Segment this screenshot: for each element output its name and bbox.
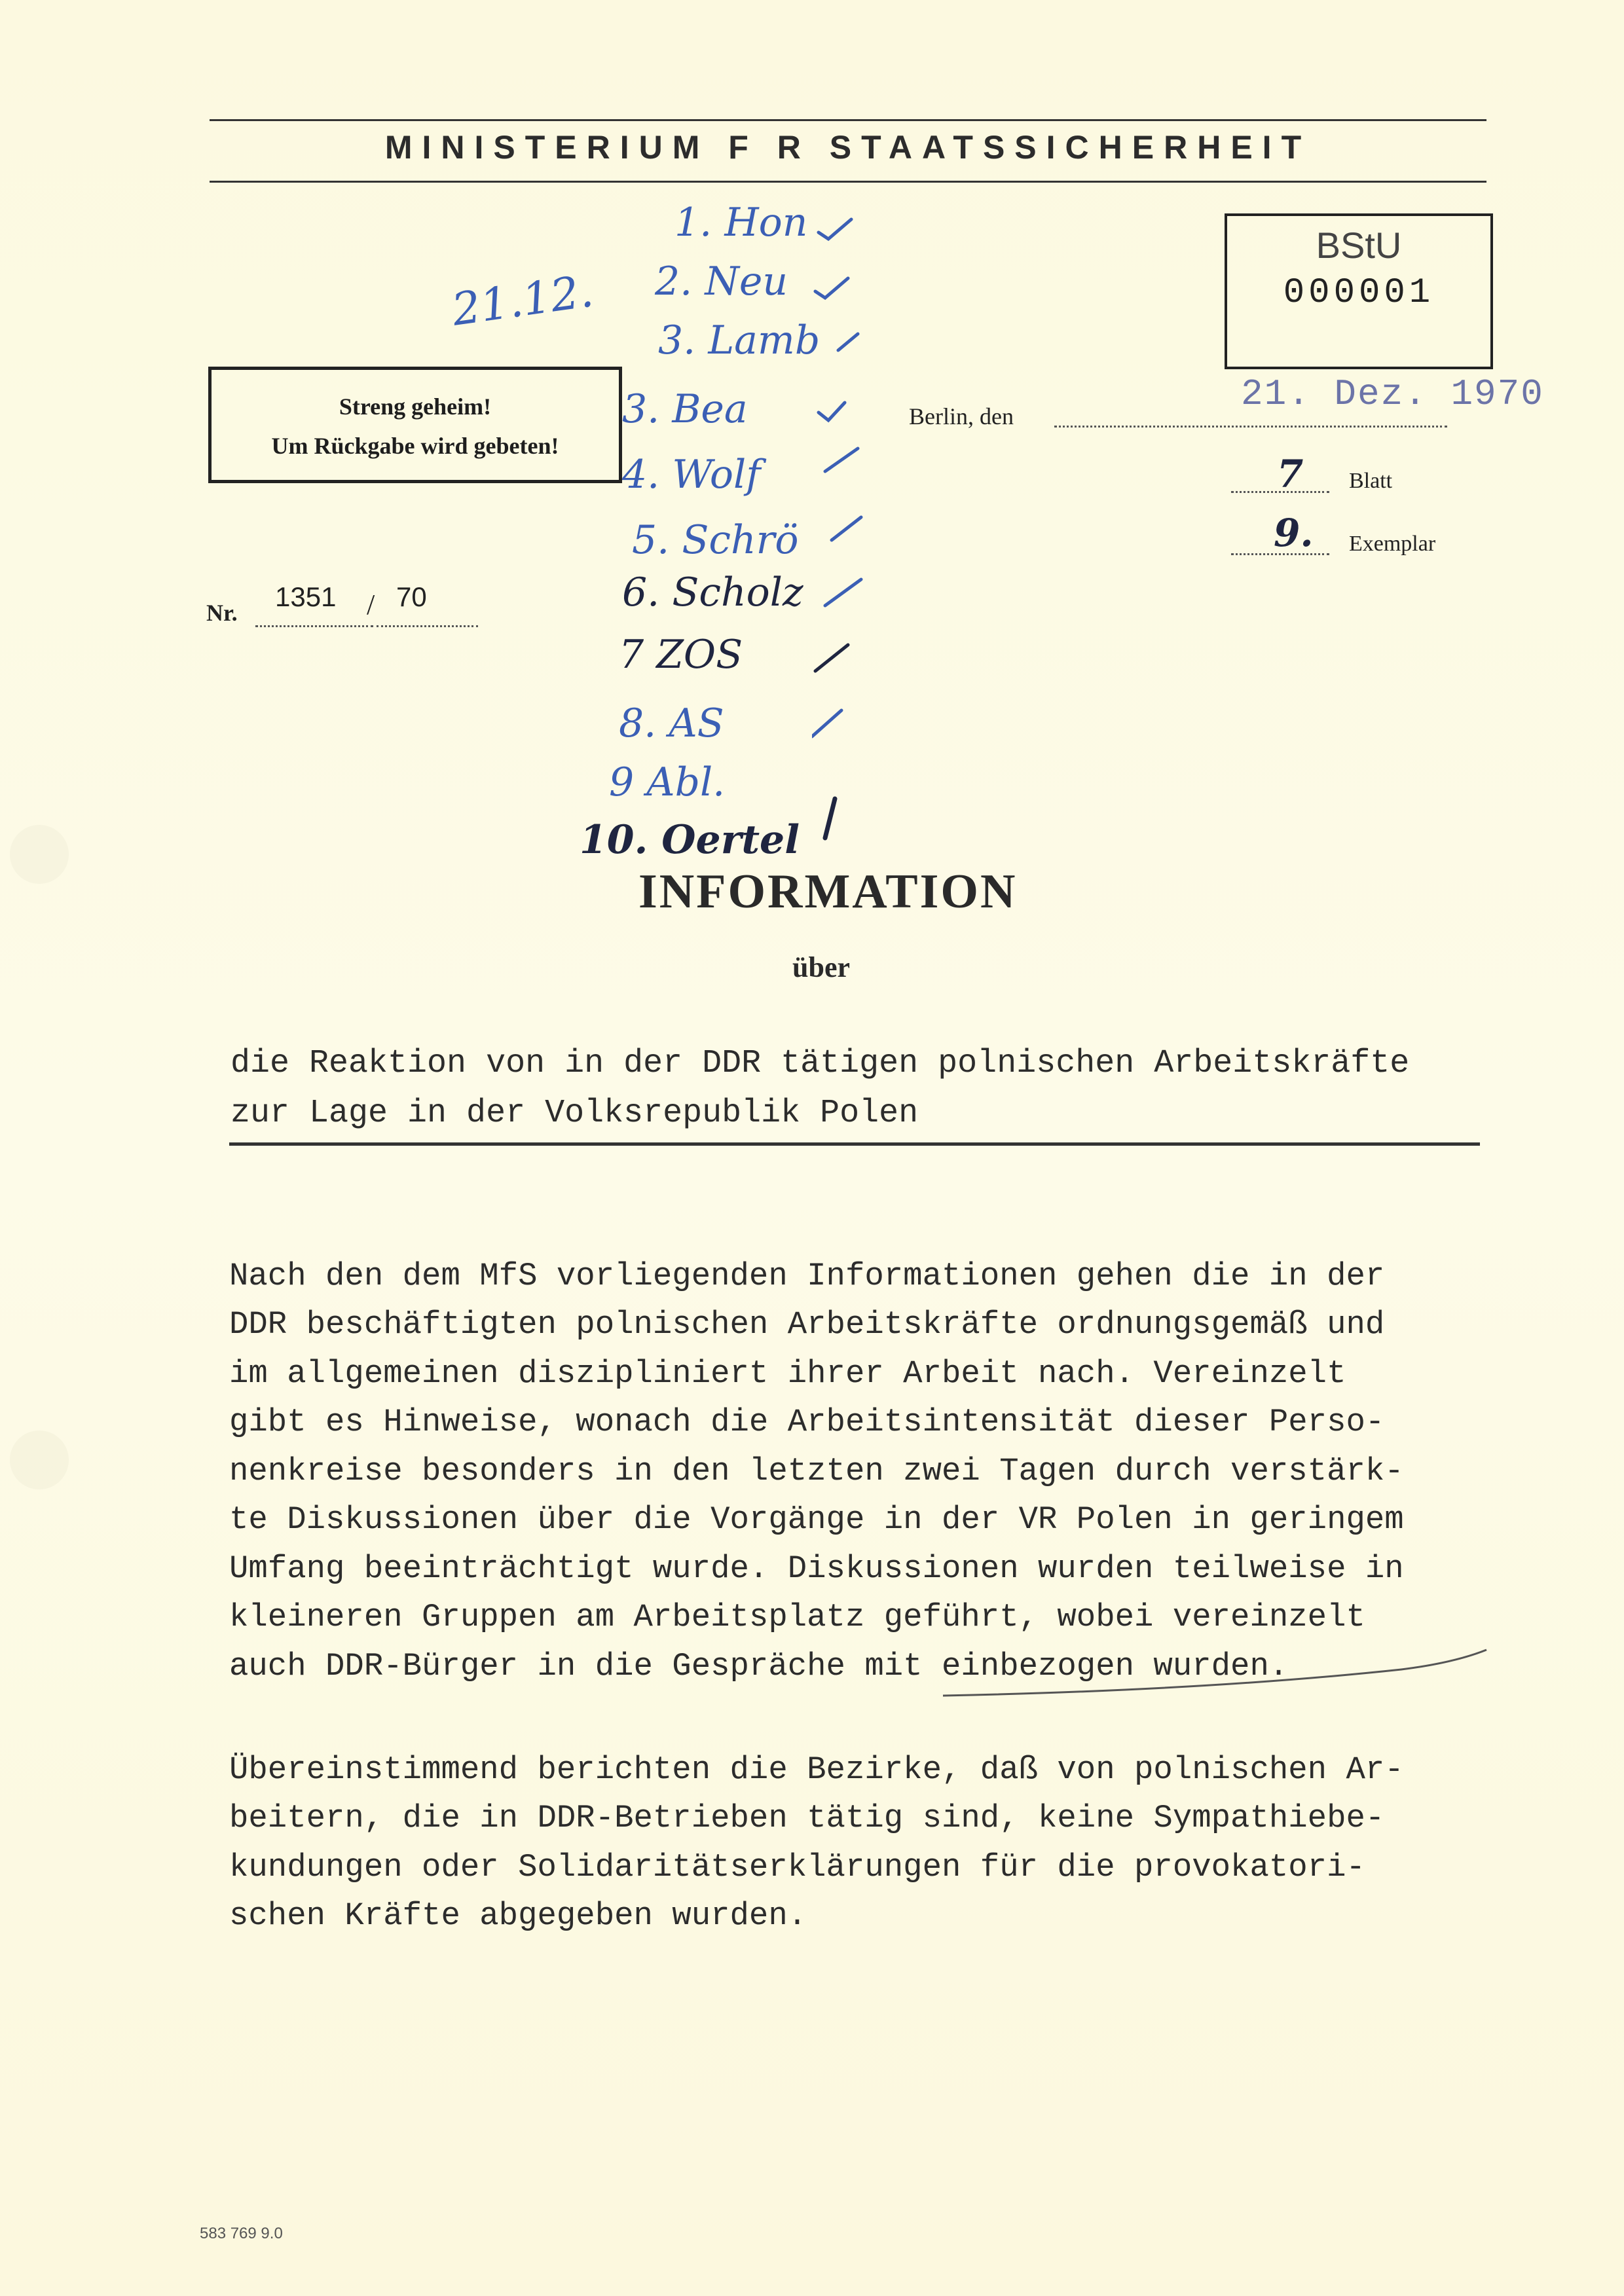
paragraph-1-line: Nach den dem MfS vorliegenden Informationen gehen die in der	[229, 1258, 1385, 1294]
document-subtitle: über	[792, 951, 850, 983]
subject-line-2: zur Lage in der Volksrepublik Polen	[231, 1095, 919, 1132]
checkmarks-icon	[812, 210, 891, 851]
handwritten-date: 21.12.	[449, 265, 597, 337]
nr-label: Nr.	[206, 600, 238, 626]
subject-underline	[229, 1142, 1480, 1146]
form-code: 583 769 9.0	[200, 2225, 283, 2242]
handwritten-entry: 4. Wolf	[622, 452, 761, 498]
paragraph-2-line: Übereinstimmend berichten die Bezirke, daß von polnischen Ar-	[229, 1751, 1404, 1788]
nr-value: 1351	[275, 581, 337, 612]
handwritten-entry: 10. Oertel	[580, 817, 800, 863]
handwritten-entry: 1. Hon	[674, 200, 808, 246]
nr-slash: /	[367, 589, 375, 621]
document-title: INFORMATION	[638, 865, 1018, 919]
exemplar-label: Exemplar	[1349, 532, 1436, 556]
header-rule-top	[210, 119, 1486, 121]
date-stamp: 21. Dez. 1970	[1241, 373, 1544, 415]
ministry-title: MINISTERIUM F R STAATSSICHERHEIT	[384, 129, 1312, 166]
handwritten-entry: 3. Bea	[622, 386, 748, 432]
paragraph-2-line: kundungen oder Solidaritätserklärungen für die provokatori-	[229, 1849, 1365, 1886]
paragraph-1-line: DDR beschäftigten polnischen Arbeitskräfte ordnungsgemäß und	[229, 1306, 1385, 1343]
secret-line-2: Um Rückgabe wird gebeten!	[271, 433, 559, 459]
handwritten-entry: 5. Schrö	[632, 517, 799, 563]
paragraph-1-line: Umfang beeinträchtigt wurde. Diskussionen wurden teilweise in	[229, 1550, 1404, 1587]
secret-line-1: Streng geheim!	[339, 393, 492, 420]
exemplar-value: 9.	[1274, 511, 1314, 555]
paragraph-2-line: schen Kräfte abgegeben wurden.	[229, 1897, 807, 1934]
handwritten-entry: 3. Lamb	[658, 318, 821, 363]
date-dotted-line	[1054, 426, 1447, 428]
handwritten-entry: 9 Abl.	[609, 759, 726, 805]
berlin-label: Berlin, den	[909, 403, 1014, 429]
paragraph-1-line: nenkreise besonders in den letzten zwei Tagen durch verstärk-	[229, 1453, 1404, 1489]
handwritten-entry: 7 ZOS	[619, 632, 743, 678]
exemplar-dotted-line	[1231, 553, 1329, 555]
paragraph-1-line: kleineren Gruppen am Arbeitsplatz geführt, wobei vereinzelt	[229, 1599, 1365, 1635]
punch-hole-icon	[10, 1430, 69, 1489]
handwritten-entry: 8. AS	[619, 701, 724, 746]
paragraph-1-line: te Diskussionen über die Vorgänge in der VR Polen in geringem	[229, 1501, 1404, 1538]
blatt-dotted-line	[1231, 491, 1329, 493]
paragraph-2-line: beitern, die in DDR-Betrieben tätig sind, keine Sympathiebe-	[229, 1800, 1385, 1836]
blatt-label: Blatt	[1349, 469, 1393, 493]
paragraph-1-line: gibt es Hinweise, wonach die Arbeitsintensität dieser Perso-	[229, 1404, 1385, 1440]
paragraph-1-line: im allgemeinen diszipliniert ihrer Arbeit nach. Vereinzelt	[229, 1355, 1346, 1392]
handwritten-entry: 2. Neu	[655, 259, 788, 304]
nr-year: 70	[396, 581, 427, 612]
paragraph-1-line: auch DDR-Bürger in die Gespräche mit einbezogen wurden.	[229, 1648, 1289, 1685]
nr-year-dotted-line	[377, 625, 478, 627]
punch-hole-icon	[10, 825, 69, 884]
blatt-value: 7	[1277, 452, 1304, 496]
subject-line-1: die Reaktion von in der DDR tätigen polnischen Arbeitskräfte	[231, 1045, 1410, 1082]
header-rule-bottom	[210, 181, 1486, 183]
pencil-underline-icon	[943, 1630, 1493, 1709]
secret-stamp	[208, 367, 622, 483]
handwritten-entry: 6. Scholz	[622, 570, 803, 615]
nr-dotted-line	[255, 625, 373, 627]
bstu-label: BStU	[1316, 225, 1402, 266]
bstu-number: 000001	[1283, 273, 1435, 313]
bstu-archive-box	[1225, 213, 1493, 369]
